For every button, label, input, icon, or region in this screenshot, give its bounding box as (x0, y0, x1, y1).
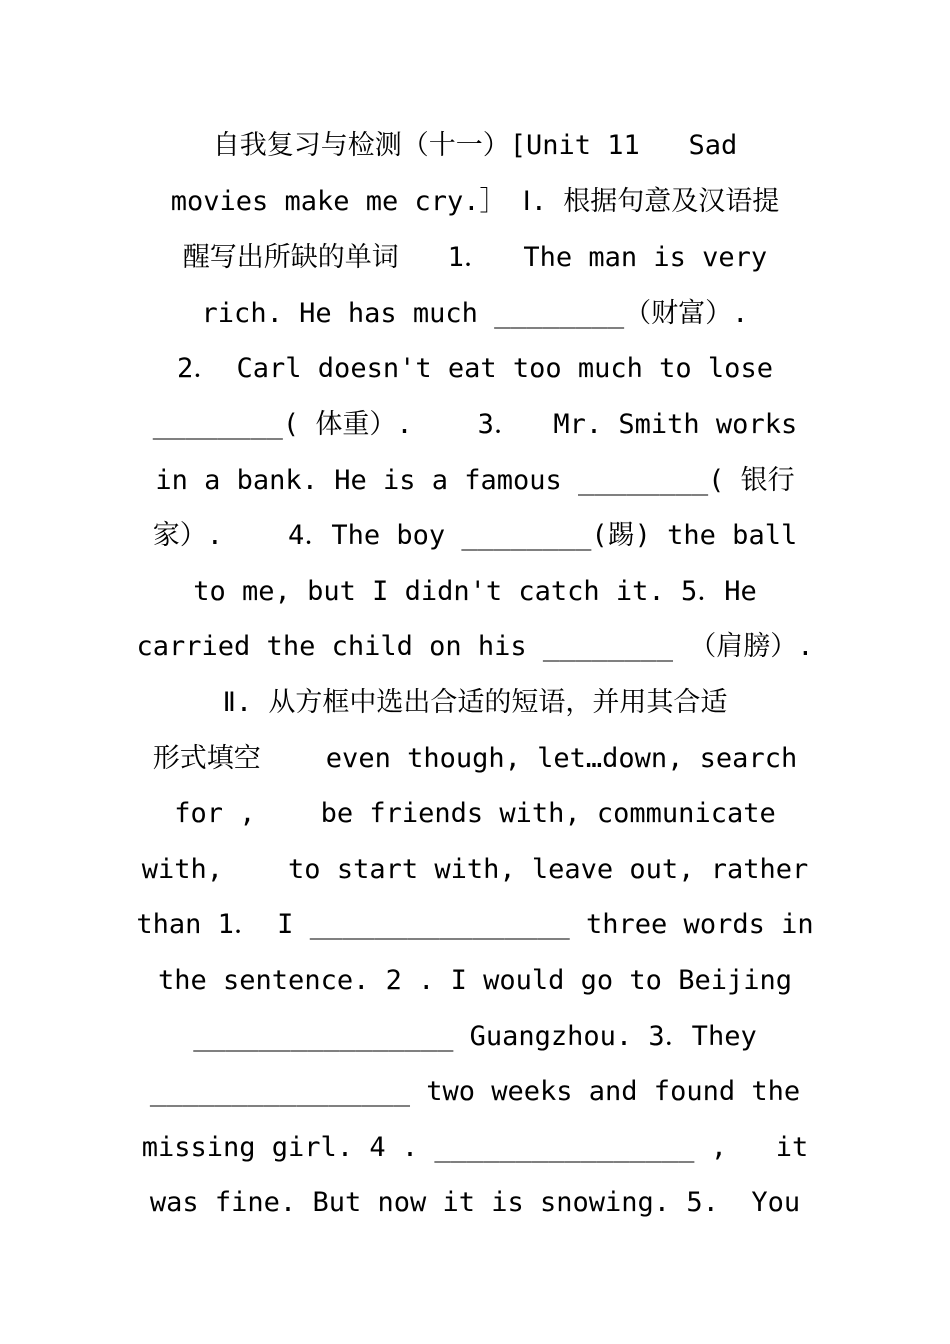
text-line-16: the sentence. 2 . I would go to Beijing (158, 965, 792, 996)
text-line-10: carried the child on his ________ （肩膀）. (136, 631, 814, 662)
text-line-15: than 1． I ________________ three words in (136, 909, 814, 940)
text-line-13: for , be friends with, communicate (174, 798, 776, 829)
text-line-8: 家）. 4．The boy ________(踢) the ball (152, 520, 798, 551)
text-line-19: missing girl. 4 . ________________ , it (141, 1132, 809, 1163)
text-line-6: ________( 体重）. 3． Mr. Smith works (152, 409, 798, 440)
text-line-5: 2． Carl doesn't eat too much to lose (177, 353, 773, 384)
text-line-1: 自我复习与检测（十一）[Unit 11 Sad (212, 130, 738, 161)
text-line-14: with, to start with, leave out, rather (141, 854, 809, 885)
text-line-17: ________________ Guangzhou. 3．They (193, 1021, 757, 1052)
text-line-7: in a bank. He is a famous ________( 银行 (155, 465, 795, 496)
text-line-18: ________________ two weeks and found the (149, 1076, 801, 1107)
text-line-4: rich. He has much ________（财富）. (201, 298, 749, 329)
text-line-12: 形式填空 even though, let…down, search (152, 743, 798, 774)
text-line-9: to me, but I didn't catch it. 5．He (193, 576, 757, 607)
text-line-3: 醒写出所缺的单词 1． The man is very (182, 242, 768, 273)
text-line-2: movies make me cry.］ Ⅰ. 根据句意及汉语提 (170, 186, 780, 217)
text-line-11: Ⅱ. 从方框中选出合适的短语，并用其合适 (222, 687, 728, 718)
text-line-20: was fine. But now it is snowing. 5. You (149, 1187, 801, 1218)
